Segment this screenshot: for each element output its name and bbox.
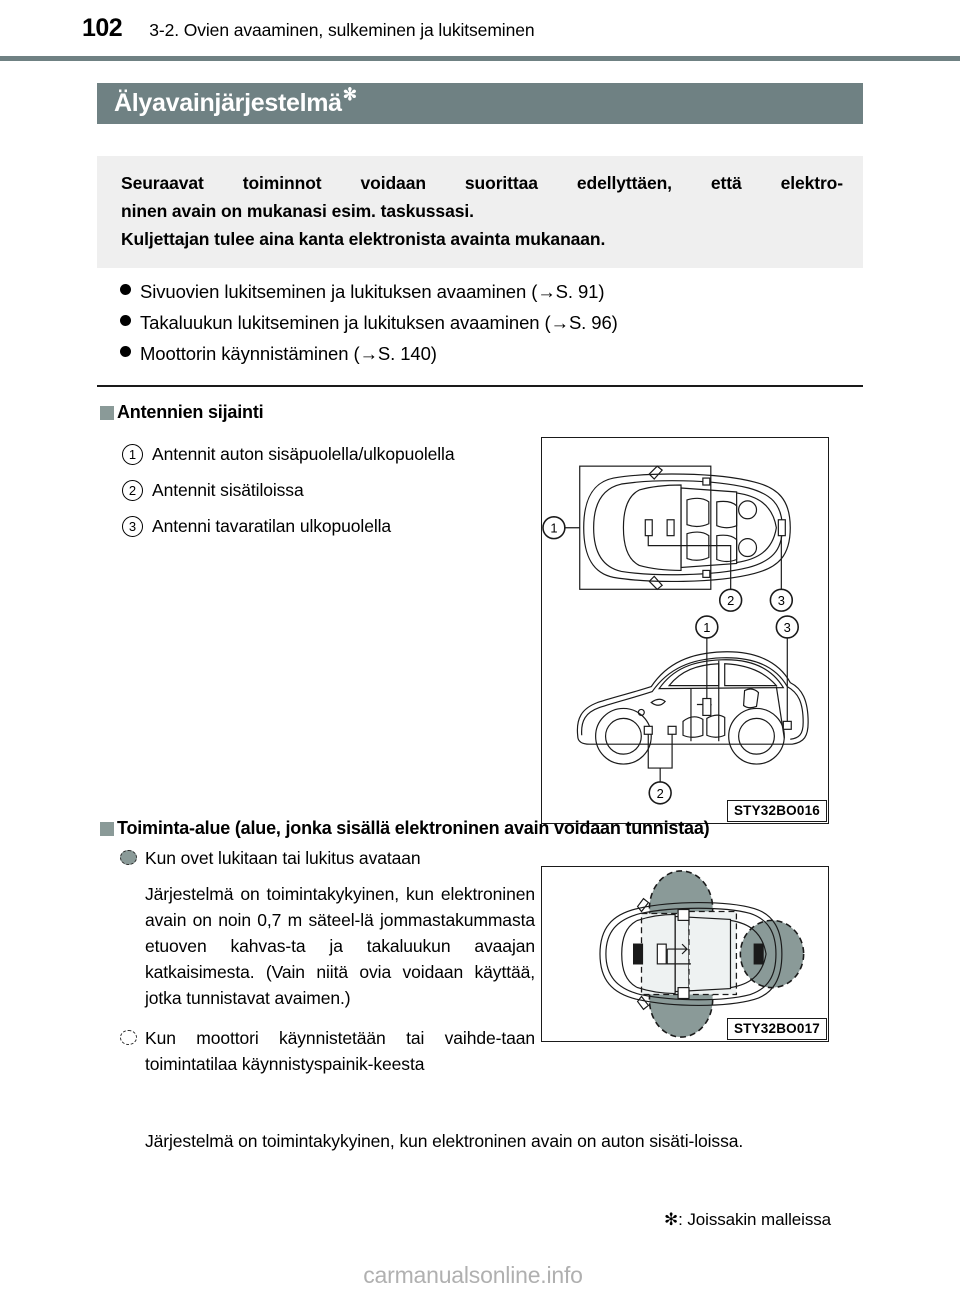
figure-callout — [649, 616, 798, 804]
zone-ellipse-bullet-icon — [120, 850, 137, 865]
figure-code: STY32BO017 — [727, 1018, 827, 1040]
list-item — [122, 508, 542, 544]
circle-number-icon: 3 — [122, 516, 143, 537]
intro-line-1: Seuraavat toiminnot voidaan suorittaa edellyttäen, että elektro- — [121, 173, 843, 193]
title-asterisk-icon: ✻ — [342, 84, 358, 104]
list-item — [120, 1025, 535, 1077]
antenna-section-heading — [100, 402, 263, 423]
bullet-dot-icon — [120, 346, 131, 357]
antenna-section-heading-label: Antennien sijainti — [117, 402, 264, 422]
list-item-label: Antennit auton sisäpuolella/ulkopuolella — [152, 444, 455, 464]
detection-area-figure — [541, 866, 829, 1042]
figure-code: STY32BO016 — [727, 800, 827, 822]
list-item-label: Sivuovien lukitseminen ja lukituksen avaaminen (→S. 91) — [140, 281, 605, 302]
area-paragraph-1: Järjestelmä on toimintakykyinen, kun elektroninen avain on noin 0,7 m säteel-lä jommastakummasta etuoven kahvas-ta ja takaluukun avaajan katkaisimesta. (Vain niitä ovia voidaan käyttää, jotka tunnistavat avaimen.) — [145, 884, 535, 1008]
list-item-label: Takaluukun lukitseminen ja lukituksen avaaminen (→S. 96) — [140, 312, 618, 333]
circle-number-icon: 1 — [122, 444, 143, 465]
area-text-block — [120, 845, 535, 1079]
list-item-label: Moottorin käynnistäminen (→S. 140) — [140, 343, 437, 364]
watermark: carmanualsonline.info — [363, 1262, 583, 1288]
heading-marker-icon — [100, 406, 114, 420]
zone-ellipse-hollow-bullet-icon — [120, 1030, 137, 1045]
footnote: ✻: Joissakin malleissa — [664, 1210, 831, 1229]
bullet-dot-icon — [120, 315, 131, 326]
list-item — [120, 338, 860, 369]
area-section-heading-label: Toiminta-alue (alue, jonka sisällä elektroninen avain voidaan tunnistaa) — [117, 818, 710, 838]
list-item — [120, 307, 860, 338]
svg-text:2: 2 — [656, 785, 664, 801]
page-header — [0, 14, 960, 48]
bullet-dot-icon — [120, 284, 131, 295]
list-item-label: Antenni tavaratilan ulkopuolella — [152, 516, 392, 536]
antenna-locations-figure — [541, 437, 829, 824]
section-divider — [97, 385, 863, 387]
list-item — [122, 472, 542, 508]
title-banner — [97, 83, 863, 124]
list-item — [120, 276, 860, 307]
antenna-numbered-list — [122, 436, 542, 544]
feature-bullet-list — [120, 276, 860, 369]
svg-text:1: 1 — [550, 520, 558, 536]
circle-number-icon: 2 — [122, 480, 143, 501]
intro-line-2: ninen avain on mukanasi esim. taskussasi. — [121, 201, 474, 221]
page-title: Älyavainjärjestelmä — [114, 89, 342, 117]
list-item — [120, 845, 535, 871]
header-section-title: 3-2. Ovien avaaminen, sulkeminen ja lukitseminen — [149, 20, 535, 40]
heading-marker-icon — [100, 822, 114, 836]
area-section-heading — [100, 818, 709, 839]
svg-text:3: 3 — [783, 619, 791, 635]
detection-area-diagram — [542, 867, 828, 1041]
svg-text:2: 2 — [727, 593, 735, 609]
svg-text:1: 1 — [703, 619, 711, 635]
list-item — [122, 436, 542, 472]
page-number: 102 — [82, 14, 123, 42]
antenna-diagram — [542, 438, 828, 823]
list-item-label: Kun ovet lukitaan tai lukitus avataan — [145, 848, 421, 868]
svg-text:3: 3 — [777, 593, 785, 609]
intro-line-3: Kuljettajan tulee aina kanta elektronista avainta mukanaan. — [121, 229, 606, 249]
list-item-label: Antennit sisätiloissa — [152, 480, 304, 500]
intro-box — [97, 156, 863, 268]
header-rule — [0, 56, 960, 61]
list-item-label: Kun moottori käynnistetään tai vaihde-taan toimintatilaa käynnistyspainik-keesta — [145, 1028, 535, 1074]
area-closing-paragraph: Järjestelmä on toimintakykyinen, kun elektroninen avain on auton sisäti-loissa. — [145, 1131, 744, 1151]
